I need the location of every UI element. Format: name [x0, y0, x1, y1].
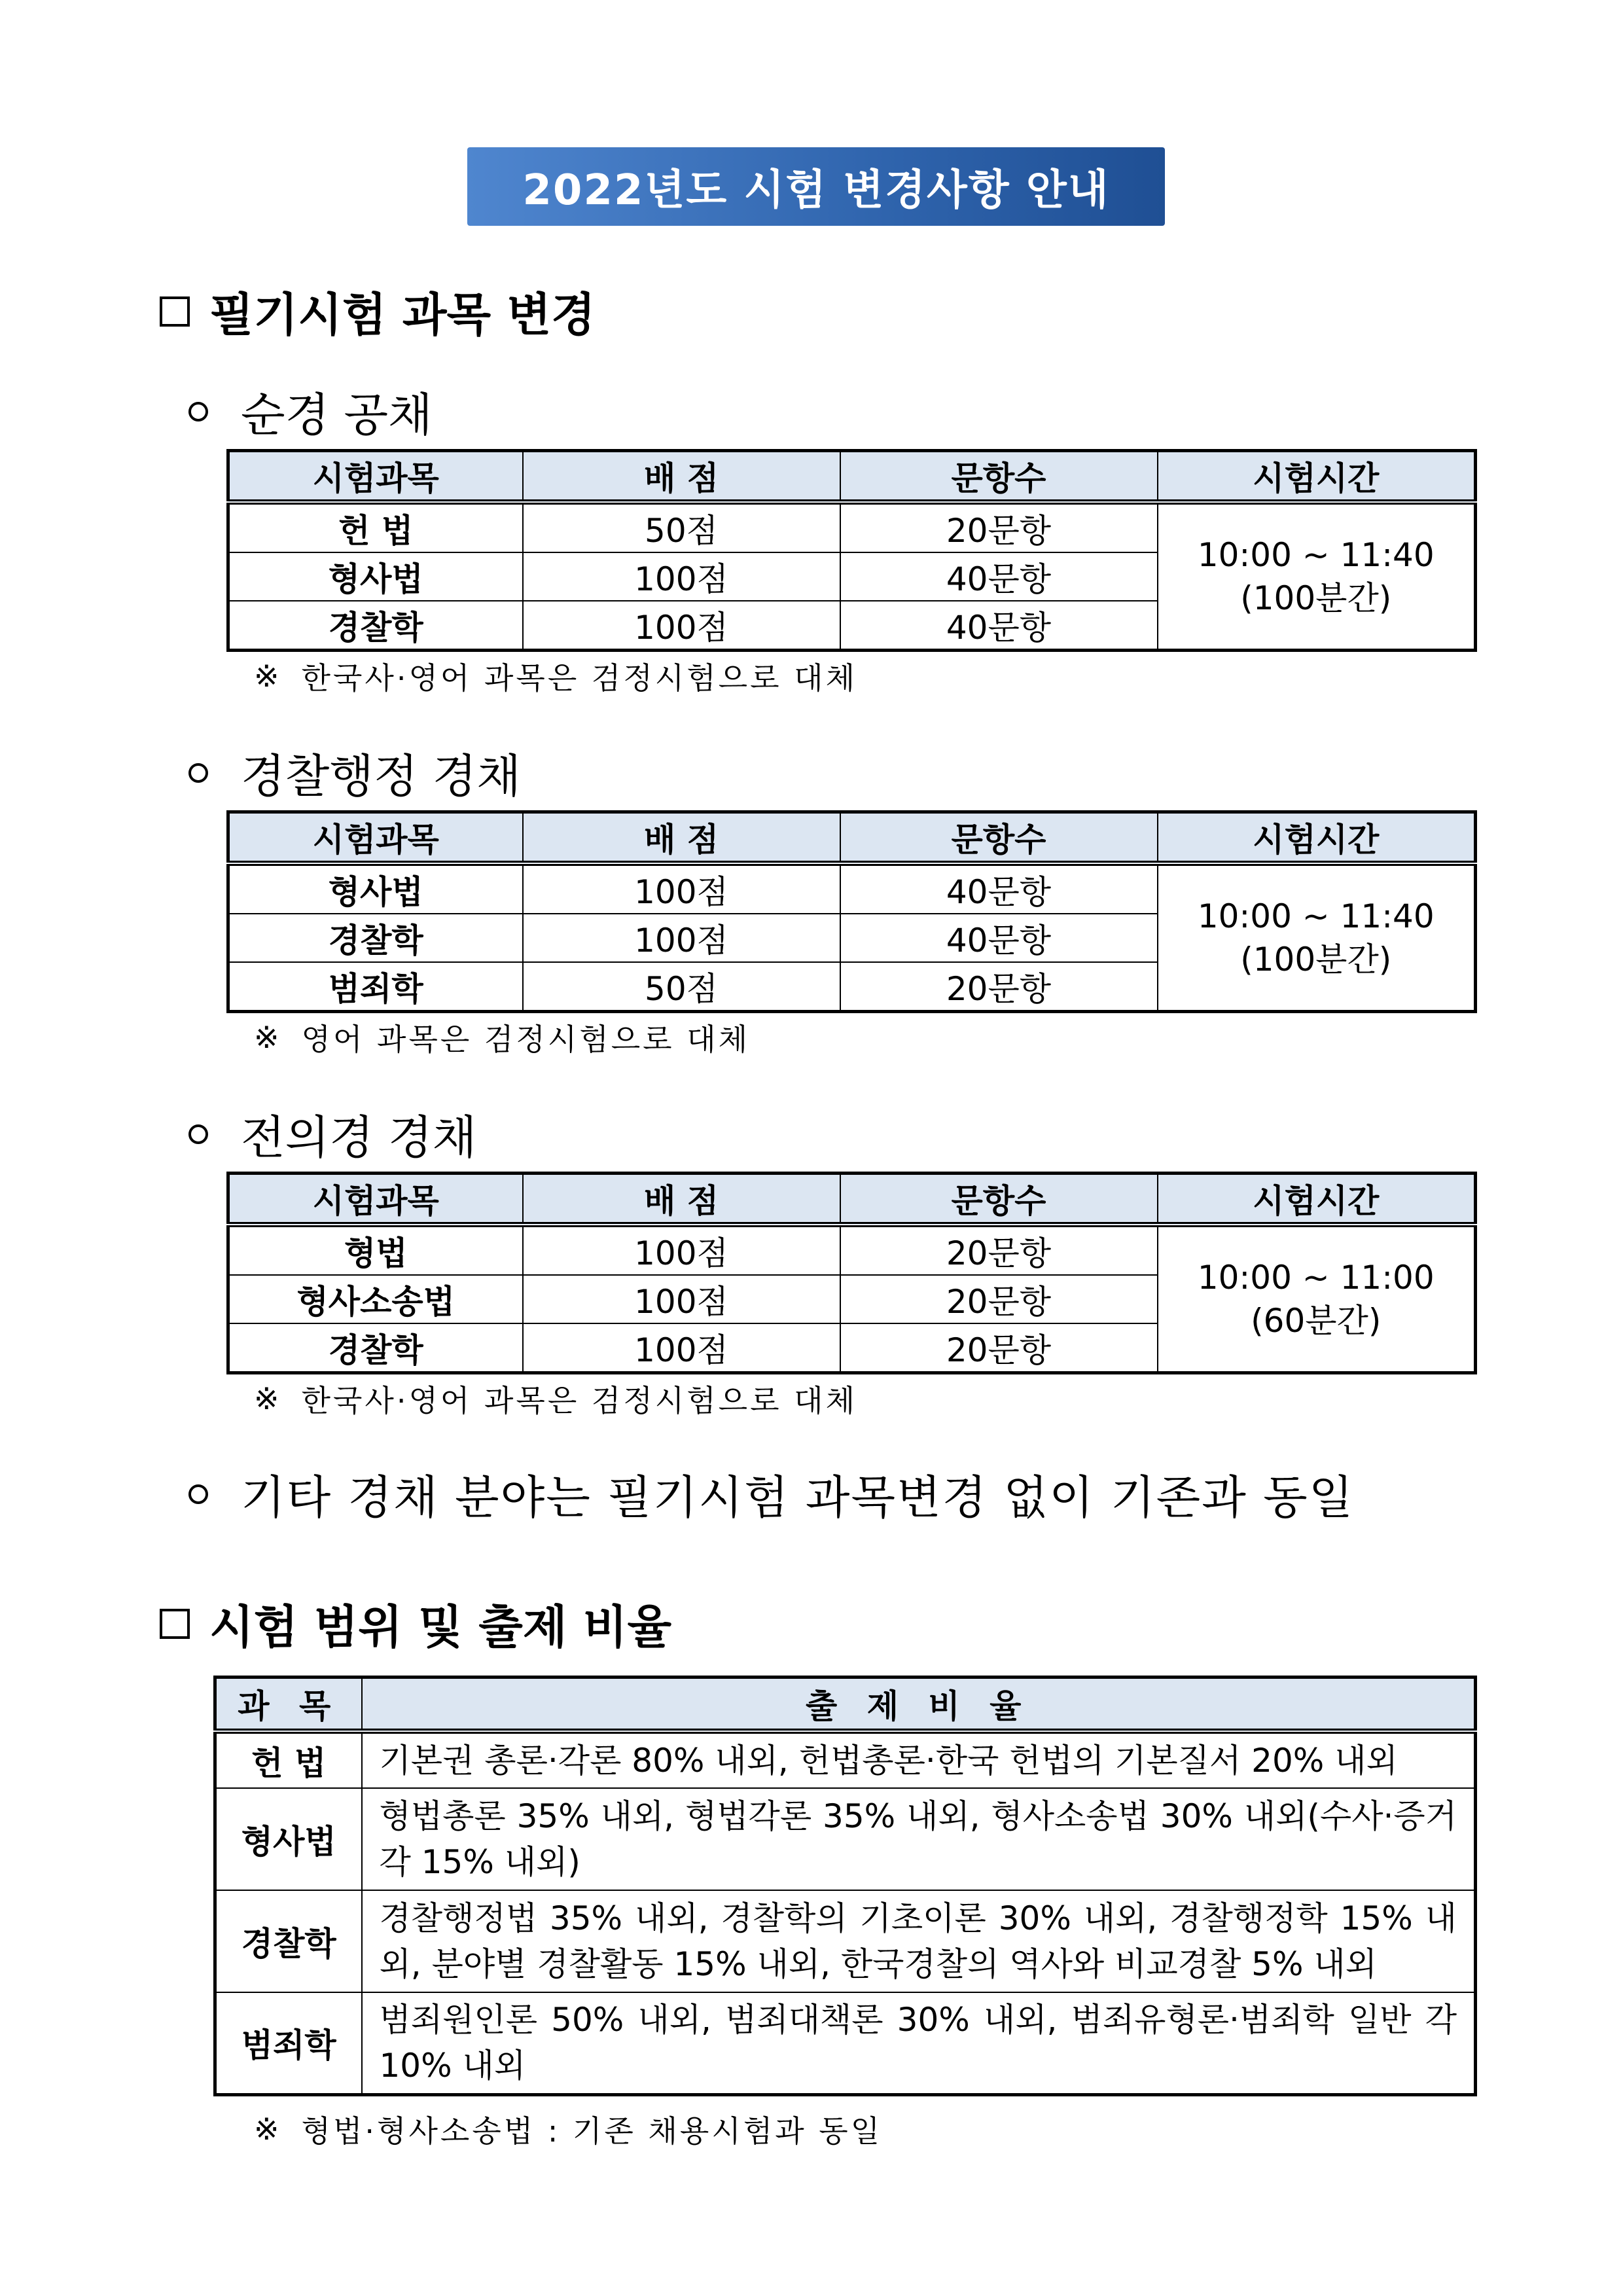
subject-cell: 경찰학	[228, 1323, 523, 1373]
note-text: 형법·형사소송법 : 기존 채용시험과 동일	[301, 2113, 883, 2149]
subject-cell: 범죄학	[215, 1992, 362, 2094]
score-cell: 100점	[523, 1323, 840, 1373]
schedule-table-2	[226, 810, 1477, 1013]
group-heading-text: 전의경 경채	[241, 1111, 477, 1164]
table-header-row	[228, 812, 1476, 864]
count-cell: 40문항	[840, 552, 1158, 601]
count-cell: 40문항	[840, 601, 1158, 651]
note-3	[254, 1377, 857, 1420]
reference-mark-icon: ※	[254, 2111, 282, 2147]
score-cell: 100점	[523, 863, 840, 914]
subject-cell: 형사법	[215, 1788, 362, 1890]
col-header-count: 문항수	[840, 1174, 1158, 1225]
table-header-row	[215, 1677, 1476, 1732]
group-heading-text: 순경 공채	[241, 388, 433, 442]
col-header-subject: 시험과목	[228, 812, 523, 864]
section1-heading	[160, 278, 596, 344]
count-cell: 20문항	[840, 502, 1158, 552]
time-duration: (60분간)	[1251, 1302, 1382, 1340]
note-1	[254, 655, 857, 698]
section1-heading-text: 필기시험 과목 변경	[209, 288, 596, 342]
ratio-table	[213, 1676, 1477, 2096]
ratio-desc-cell: 기본권 총론‧각론 80% 내외, 헌법총론‧한국 헌법의 기본질서 20% 내외	[362, 1731, 1476, 1788]
section2-heading-text: 시험 범위 및 출제 비율	[209, 1600, 672, 1654]
table-header-row	[228, 451, 1476, 503]
col-header-time: 시험시간	[1158, 812, 1476, 864]
table-row	[228, 502, 1476, 552]
col-header-subject: 과 목	[215, 1677, 362, 1732]
subject-cell: 헌 법	[215, 1731, 362, 1788]
note-2	[254, 1016, 750, 1059]
time-cell	[1158, 502, 1476, 651]
time-range: 10:00 ~ 11:00	[1197, 1259, 1435, 1297]
table-row	[215, 1731, 1476, 1788]
count-cell: 20문항	[840, 1275, 1158, 1323]
subject-cell: 형사법	[228, 863, 523, 914]
table-row	[215, 1890, 1476, 1992]
section2-heading	[160, 1590, 671, 1657]
table-row	[215, 1788, 1476, 1890]
checkbox-square-icon	[160, 296, 190, 327]
circle-bullet-icon	[188, 1124, 208, 1144]
time-duration: (100분간)	[1240, 941, 1392, 978]
subject-cell: 형사소송법	[228, 1275, 523, 1323]
col-header-time: 시험시간	[1158, 451, 1476, 503]
col-header-score: 배 점	[523, 1174, 840, 1225]
score-cell: 100점	[523, 552, 840, 601]
ratio-desc-cell: 범죄원인론 50% 내외, 범죄대책론 30% 내외, 범죄유형론‧범죄학 일반 각 10% 내외	[362, 1992, 1476, 2094]
note-text: 영어 과목은 검정시험으로 대체	[301, 1022, 751, 1057]
schedule-table-1	[226, 449, 1477, 652]
col-header-count: 문항수	[840, 451, 1158, 503]
subject-cell: 경찰학	[215, 1890, 362, 1992]
note-text: 한국사·영어 과목은 검정시험으로 대체	[301, 660, 858, 696]
score-cell: 100점	[523, 1275, 840, 1323]
score-cell: 50점	[523, 502, 840, 552]
count-cell: 20문항	[840, 962, 1158, 1012]
schedule-table-3	[226, 1172, 1477, 1374]
score-cell: 100점	[523, 601, 840, 651]
reference-mark-icon: ※	[254, 658, 282, 694]
count-cell: 40문항	[840, 863, 1158, 914]
group-heading-text: 경찰행정 경채	[241, 749, 521, 803]
page-title: 2022년도 시험 변경사항 안내	[522, 166, 1110, 215]
note-4	[254, 2108, 882, 2151]
count-cell: 20문항	[840, 1225, 1158, 1275]
time-cell	[1158, 863, 1476, 1012]
ratio-desc-cell: 경찰행정법 35% 내외, 경찰학의 기초이론 30% 내외, 경찰행정학 15% 내외, 분야별 경찰활동 15% 내외, 한국경찰의 역사와 비교경찰 5% 내외	[362, 1890, 1476, 1992]
note-text: 한국사·영어 과목은 검정시험으로 대체	[301, 1383, 858, 1418]
col-header-score: 배 점	[523, 812, 840, 864]
reference-mark-icon: ※	[254, 1020, 282, 1055]
col-header-time: 시험시간	[1158, 1174, 1476, 1225]
circle-bullet-icon	[188, 763, 208, 783]
group-heading-2	[188, 740, 521, 806]
subject-cell: 형사법	[228, 552, 523, 601]
other-note	[188, 1461, 1354, 1527]
col-header-subject: 시험과목	[228, 451, 523, 503]
count-cell: 20문항	[840, 1323, 1158, 1373]
score-cell: 100점	[523, 914, 840, 962]
score-cell: 50점	[523, 962, 840, 1012]
checkbox-square-icon	[160, 1609, 190, 1639]
ratio-desc-cell: 형법총론 35% 내외, 형법각론 35% 내외, 형사소송법 30% 내외(수사‧증거 각 15% 내외)	[362, 1788, 1476, 1890]
time-range: 10:00 ~ 11:40	[1197, 897, 1435, 935]
group-heading-1	[188, 378, 433, 444]
reference-mark-icon: ※	[254, 1381, 282, 1416]
table-row	[228, 1225, 1476, 1275]
col-header-score: 배 점	[523, 451, 840, 503]
other-note-text: 기타 경채 분야는 필기시험 과목변경 없이 기존과 동일	[241, 1471, 1355, 1524]
group-heading-3	[188, 1101, 476, 1167]
count-cell: 40문항	[840, 914, 1158, 962]
time-cell	[1158, 1225, 1476, 1373]
subject-cell: 헌 법	[228, 502, 523, 552]
col-header-count: 문항수	[840, 812, 1158, 864]
time-duration: (100분간)	[1240, 579, 1392, 617]
subject-cell: 경찰학	[228, 914, 523, 962]
title-banner	[467, 147, 1165, 226]
subject-cell: 경찰학	[228, 601, 523, 651]
time-range: 10:00 ~ 11:40	[1197, 536, 1435, 574]
table-row	[228, 863, 1476, 914]
score-cell: 100점	[523, 1225, 840, 1275]
col-header-ratio: 출 제 비 율	[362, 1677, 1476, 1732]
subject-cell: 범죄학	[228, 962, 523, 1012]
circle-bullet-icon	[188, 1484, 208, 1504]
table-row	[215, 1992, 1476, 2094]
table-header-row	[228, 1174, 1476, 1225]
circle-bullet-icon	[188, 402, 208, 422]
col-header-subject: 시험과목	[228, 1174, 523, 1225]
subject-cell: 형법	[228, 1225, 523, 1275]
